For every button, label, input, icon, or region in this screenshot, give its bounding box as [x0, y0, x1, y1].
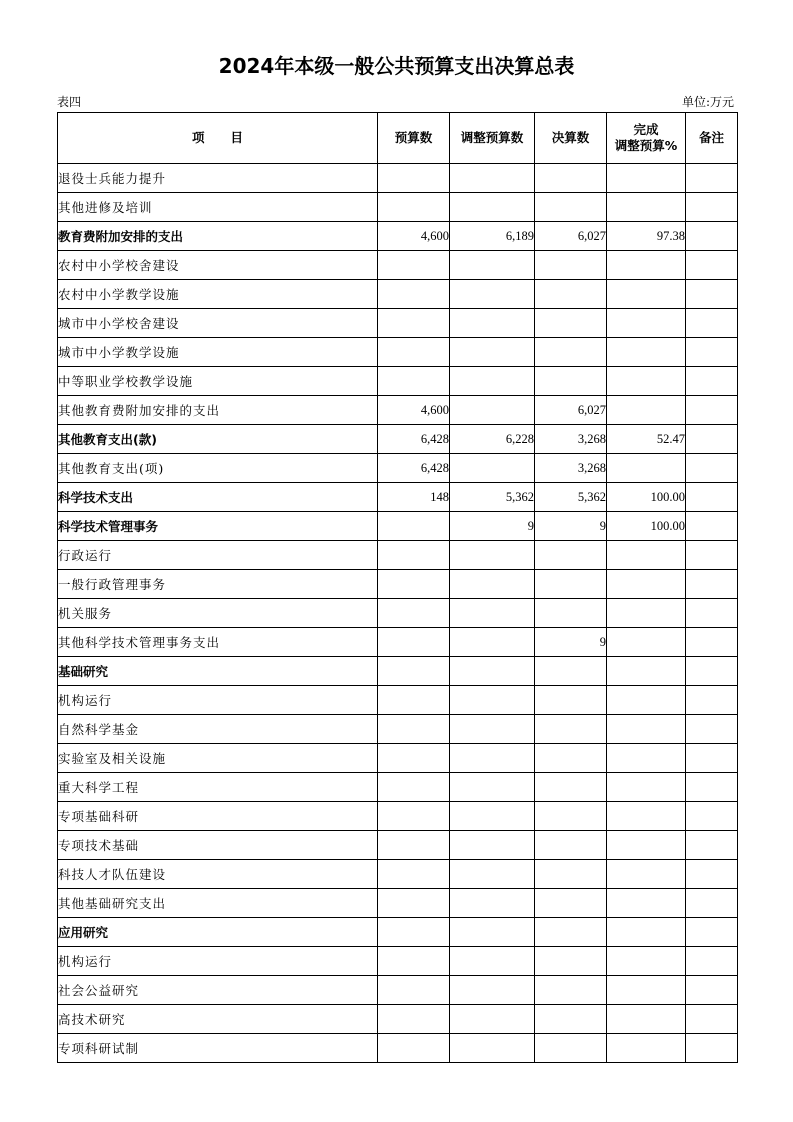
row-item-name: 行政运行 — [58, 541, 378, 570]
row-item-name: 机构运行 — [58, 947, 378, 976]
row-completion-rate — [607, 193, 686, 222]
row-budget — [378, 773, 450, 802]
row-budget: 6,428 — [378, 425, 450, 454]
row-remarks — [686, 831, 738, 860]
row-adjusted-budget — [450, 367, 535, 396]
row-final-accounts — [535, 367, 607, 396]
row-remarks — [686, 599, 738, 628]
row-budget — [378, 831, 450, 860]
row-completion-rate — [607, 541, 686, 570]
table-row — [58, 744, 738, 773]
row-budget — [378, 889, 450, 918]
table-row — [58, 222, 738, 251]
row-item-name: 其他基础研究支出 — [58, 889, 378, 918]
row-remarks — [686, 570, 738, 599]
row-remarks — [686, 454, 738, 483]
row-remarks — [686, 367, 738, 396]
table-row — [58, 976, 738, 1005]
row-budget — [378, 918, 450, 947]
row-item-name: 专项技术基础 — [58, 831, 378, 860]
budget-table — [57, 112, 738, 1063]
row-item-name: 自然科学基金 — [58, 715, 378, 744]
row-budget — [378, 628, 450, 657]
row-remarks — [686, 396, 738, 425]
row-adjusted-budget — [450, 280, 535, 309]
row-adjusted-budget — [450, 251, 535, 280]
row-budget — [378, 541, 450, 570]
table-row — [58, 425, 738, 454]
row-adjusted-budget: 6,228 — [450, 425, 535, 454]
row-final-accounts — [535, 193, 607, 222]
row-item-name: 实验室及相关设施 — [58, 744, 378, 773]
row-item-name: 重大科学工程 — [58, 773, 378, 802]
row-item-name: 其他进修及培训 — [58, 193, 378, 222]
row-final-accounts: 5,362 — [535, 483, 607, 512]
table-row — [58, 512, 738, 541]
row-adjusted-budget — [450, 947, 535, 976]
row-final-accounts — [535, 773, 607, 802]
row-remarks — [686, 802, 738, 831]
row-item-name: 社会公益研究 — [58, 976, 378, 1005]
header-budget: 预算数 — [378, 113, 450, 164]
table-row — [58, 918, 738, 947]
table-row — [58, 831, 738, 860]
row-remarks — [686, 425, 738, 454]
table-row — [58, 947, 738, 976]
table-row — [58, 628, 738, 657]
row-remarks — [686, 541, 738, 570]
row-final-accounts — [535, 164, 607, 193]
row-remarks — [686, 918, 738, 947]
table-row — [58, 164, 738, 193]
row-adjusted-budget — [450, 599, 535, 628]
row-remarks — [686, 1005, 738, 1034]
row-completion-rate — [607, 831, 686, 860]
row-item-name: 科学技术支出 — [58, 483, 378, 512]
row-final-accounts: 3,268 — [535, 454, 607, 483]
row-remarks — [686, 744, 738, 773]
table-row — [58, 483, 738, 512]
row-budget: 4,600 — [378, 222, 450, 251]
row-remarks — [686, 280, 738, 309]
table-row — [58, 338, 738, 367]
row-final-accounts — [535, 715, 607, 744]
row-completion-rate — [607, 686, 686, 715]
row-adjusted-budget — [450, 1034, 535, 1063]
row-remarks — [686, 715, 738, 744]
row-adjusted-budget — [450, 686, 535, 715]
row-completion-rate — [607, 599, 686, 628]
row-final-accounts — [535, 831, 607, 860]
row-item-name: 专项科研试制 — [58, 1034, 378, 1063]
row-completion-rate — [607, 338, 686, 367]
row-item-name: 机构运行 — [58, 686, 378, 715]
row-adjusted-budget — [450, 396, 535, 425]
row-item-name: 高技术研究 — [58, 1005, 378, 1034]
row-completion-rate — [607, 947, 686, 976]
row-completion-rate — [607, 744, 686, 773]
table-row — [58, 802, 738, 831]
row-completion-rate — [607, 860, 686, 889]
row-adjusted-budget: 9 — [450, 512, 535, 541]
row-remarks — [686, 512, 738, 541]
row-item-name: 教育费附加安排的支出 — [58, 222, 378, 251]
row-budget — [378, 193, 450, 222]
row-budget — [378, 860, 450, 889]
row-final-accounts — [535, 280, 607, 309]
row-adjusted-budget — [450, 918, 535, 947]
row-completion-rate — [607, 918, 686, 947]
header-completion-line2: 调整预算% — [614, 138, 678, 153]
row-completion-rate: 52.47 — [607, 425, 686, 454]
row-final-accounts — [535, 686, 607, 715]
row-budget — [378, 367, 450, 396]
header-completion-rate — [607, 113, 686, 164]
row-adjusted-budget — [450, 889, 535, 918]
row-budget — [378, 657, 450, 686]
row-remarks — [686, 657, 738, 686]
row-final-accounts — [535, 860, 607, 889]
table-row — [58, 570, 738, 599]
row-completion-rate — [607, 570, 686, 599]
row-budget — [378, 1005, 450, 1034]
row-adjusted-budget — [450, 309, 535, 338]
table-header-row — [58, 113, 738, 164]
table-row — [58, 280, 738, 309]
row-budget: 148 — [378, 483, 450, 512]
row-completion-rate — [607, 1034, 686, 1063]
row-item-name: 农村中小学教学设施 — [58, 280, 378, 309]
row-final-accounts — [535, 802, 607, 831]
row-adjusted-budget: 5,362 — [450, 483, 535, 512]
row-adjusted-budget — [450, 628, 535, 657]
row-adjusted-budget — [450, 860, 535, 889]
table-body — [58, 164, 738, 1063]
table-row — [58, 599, 738, 628]
row-remarks — [686, 193, 738, 222]
row-final-accounts: 6,027 — [535, 396, 607, 425]
row-item-name: 科技人才队伍建设 — [58, 860, 378, 889]
row-adjusted-budget: 6,189 — [450, 222, 535, 251]
row-final-accounts — [535, 541, 607, 570]
row-completion-rate — [607, 628, 686, 657]
row-budget: 4,600 — [378, 396, 450, 425]
row-remarks — [686, 860, 738, 889]
header-final-accounts: 决算数 — [535, 113, 607, 164]
row-adjusted-budget — [450, 570, 535, 599]
row-remarks — [686, 686, 738, 715]
row-remarks — [686, 889, 738, 918]
row-budget — [378, 164, 450, 193]
table-row — [58, 251, 738, 280]
row-item-name: 中等职业学校教学设施 — [58, 367, 378, 396]
row-final-accounts: 6,027 — [535, 222, 607, 251]
row-item-name: 城市中小学教学设施 — [58, 338, 378, 367]
header-remarks: 备注 — [686, 113, 738, 164]
row-final-accounts — [535, 599, 607, 628]
row-final-accounts — [535, 1034, 607, 1063]
row-adjusted-budget — [450, 831, 535, 860]
header-completion-line1: 完成 — [633, 122, 659, 137]
row-item-name: 城市中小学校舍建设 — [58, 309, 378, 338]
row-adjusted-budget — [450, 744, 535, 773]
row-budget — [378, 976, 450, 1005]
row-budget — [378, 309, 450, 338]
row-adjusted-budget — [450, 976, 535, 1005]
row-budget — [378, 570, 450, 599]
row-remarks — [686, 164, 738, 193]
row-adjusted-budget — [450, 193, 535, 222]
row-remarks — [686, 309, 738, 338]
row-completion-rate — [607, 715, 686, 744]
table-label: 表四 — [57, 95, 82, 109]
row-remarks — [686, 628, 738, 657]
row-item-name: 其他教育费附加安排的支出 — [58, 396, 378, 425]
row-remarks — [686, 338, 738, 367]
row-item-name: 退役士兵能力提升 — [58, 164, 378, 193]
table-row — [58, 686, 738, 715]
row-completion-rate: 97.38 — [607, 222, 686, 251]
row-remarks — [686, 976, 738, 1005]
row-budget — [378, 599, 450, 628]
row-adjusted-budget — [450, 773, 535, 802]
row-remarks — [686, 773, 738, 802]
row-final-accounts: 3,268 — [535, 425, 607, 454]
row-item-name: 其他教育支出(款) — [58, 425, 378, 454]
row-item-name: 应用研究 — [58, 918, 378, 947]
row-item-name: 专项基础科研 — [58, 802, 378, 831]
row-budget — [378, 512, 450, 541]
row-budget — [378, 715, 450, 744]
row-adjusted-budget — [450, 541, 535, 570]
row-adjusted-budget — [450, 338, 535, 367]
table-row — [58, 657, 738, 686]
row-item-name: 其他教育支出(项) — [58, 454, 378, 483]
row-completion-rate: 100.00 — [607, 483, 686, 512]
table-row — [58, 367, 738, 396]
row-final-accounts: 9 — [535, 512, 607, 541]
row-final-accounts — [535, 657, 607, 686]
row-adjusted-budget — [450, 715, 535, 744]
row-remarks — [686, 222, 738, 251]
table-row — [58, 889, 738, 918]
table-row — [58, 454, 738, 483]
header-item: 项 目 — [58, 113, 378, 164]
row-remarks — [686, 483, 738, 512]
row-adjusted-budget — [450, 1005, 535, 1034]
row-completion-rate — [607, 773, 686, 802]
row-budget — [378, 802, 450, 831]
table-row — [58, 860, 738, 889]
row-budget — [378, 251, 450, 280]
row-completion-rate — [607, 164, 686, 193]
row-completion-rate — [607, 396, 686, 425]
row-budget — [378, 280, 450, 309]
row-adjusted-budget — [450, 454, 535, 483]
table-row — [58, 541, 738, 570]
row-item-name: 农村中小学校舍建设 — [58, 251, 378, 280]
row-completion-rate — [607, 309, 686, 338]
unit-label: 单位:万元 — [681, 95, 734, 109]
row-budget — [378, 1034, 450, 1063]
row-remarks — [686, 1034, 738, 1063]
row-completion-rate — [607, 889, 686, 918]
row-completion-rate — [607, 1005, 686, 1034]
row-adjusted-budget — [450, 657, 535, 686]
row-final-accounts — [535, 947, 607, 976]
table-row — [58, 715, 738, 744]
row-final-accounts — [535, 251, 607, 280]
row-final-accounts — [535, 918, 607, 947]
row-adjusted-budget — [450, 802, 535, 831]
row-item-name: 基础研究 — [58, 657, 378, 686]
table-row — [58, 396, 738, 425]
row-item-name: 科学技术管理事务 — [58, 512, 378, 541]
row-completion-rate — [607, 251, 686, 280]
row-budget — [378, 947, 450, 976]
page-title: 2024年本级一般公共预算支出决算总表 — [218, 54, 575, 78]
row-item-name: 其他科学技术管理事务支出 — [58, 628, 378, 657]
table-row — [58, 309, 738, 338]
row-budget: 6,428 — [378, 454, 450, 483]
row-final-accounts — [535, 338, 607, 367]
row-budget — [378, 686, 450, 715]
row-adjusted-budget — [450, 164, 535, 193]
row-final-accounts: 9 — [535, 628, 607, 657]
row-completion-rate — [607, 657, 686, 686]
row-final-accounts — [535, 976, 607, 1005]
row-completion-rate — [607, 280, 686, 309]
row-budget — [378, 338, 450, 367]
row-completion-rate — [607, 976, 686, 1005]
table-row — [58, 1034, 738, 1063]
row-item-name: 机关服务 — [58, 599, 378, 628]
table-row — [58, 773, 738, 802]
row-remarks — [686, 251, 738, 280]
table-row — [58, 193, 738, 222]
row-final-accounts — [535, 309, 607, 338]
header-adjusted-budget: 调整预算数 — [450, 113, 535, 164]
row-budget — [378, 744, 450, 773]
row-item-name: 一般行政管理事务 — [58, 570, 378, 599]
row-final-accounts — [535, 889, 607, 918]
row-completion-rate — [607, 802, 686, 831]
row-final-accounts — [535, 744, 607, 773]
row-final-accounts — [535, 1005, 607, 1034]
table-row — [58, 1005, 738, 1034]
row-remarks — [686, 947, 738, 976]
row-final-accounts — [535, 570, 607, 599]
row-completion-rate — [607, 454, 686, 483]
row-completion-rate: 100.00 — [607, 512, 686, 541]
row-completion-rate — [607, 367, 686, 396]
